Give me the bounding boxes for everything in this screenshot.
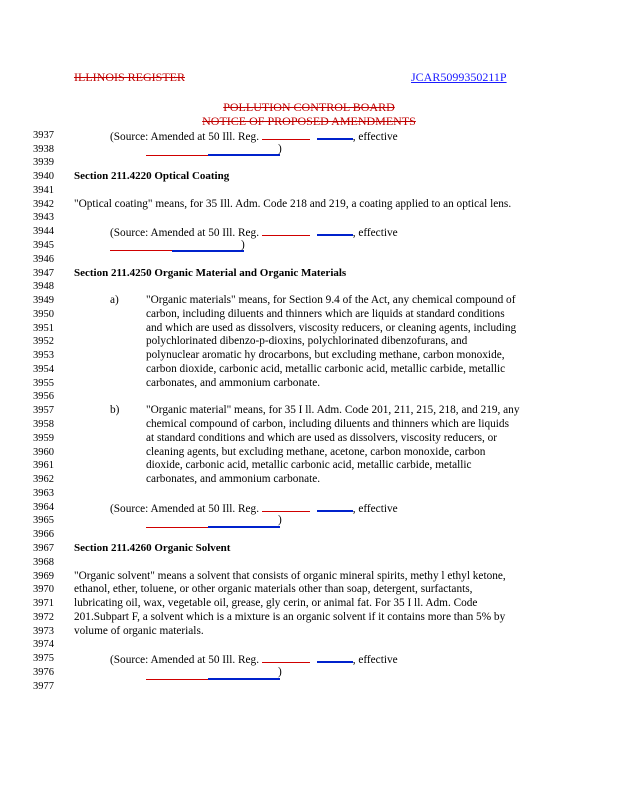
line-number: 3948 bbox=[33, 281, 54, 292]
subsection-label-a: a) bbox=[110, 294, 119, 306]
subsection-b-line: carbonates, and ammonium carbonate. bbox=[146, 473, 321, 485]
section-body-line: "Organic solvent" means a solvent that consists of organic mineral spirits, methy l ethyl ketone, bbox=[74, 570, 506, 582]
line-number: 3952 bbox=[33, 336, 54, 347]
line-number: 3945 bbox=[33, 240, 54, 251]
inserted-date-blank[interactable] bbox=[208, 154, 280, 156]
section-body-line: lubricating oil, wax, vegetable oil, grease, gly cerin, or animal fat. For 35 I ll. Adm. Code bbox=[74, 597, 478, 609]
deleted-volume-blank bbox=[262, 502, 310, 512]
line-number: 3965 bbox=[33, 515, 54, 526]
line-number: 3959 bbox=[33, 433, 54, 444]
section-body-line: volume of organic materials. bbox=[74, 625, 204, 637]
source-close-paren: ) bbox=[241, 239, 245, 251]
board-title: POLLUTION CONTROL BOARD bbox=[223, 100, 395, 114]
line-number: 3938 bbox=[33, 144, 54, 155]
deleted-volume-blank bbox=[262, 130, 310, 140]
subsection-b-line: "Organic material" means, for 35 I ll. Adm. Code 201, 211, 215, 218, and 219, any bbox=[146, 404, 520, 416]
inserted-volume-blank[interactable] bbox=[317, 225, 353, 236]
line-number: 3958 bbox=[33, 419, 54, 430]
source-note-text: (Source: Amended at 50 Ill. Reg. bbox=[110, 227, 260, 239]
source-close-paren: ) bbox=[278, 514, 282, 526]
line-number: 3973 bbox=[33, 626, 54, 637]
subsection-a-line: carbon, including diluents and thinners which are liquids at standard conditions bbox=[146, 308, 505, 320]
line-number: 3974 bbox=[33, 639, 54, 650]
section-body-line: ethanol, ether, toluene, or other organic materials other than soap, detergent, surfactants, bbox=[74, 583, 473, 595]
source-note bbox=[110, 225, 398, 241]
section-heading-4220: Section 211.4220 Optical Coating bbox=[74, 170, 230, 182]
deleted-date-blank bbox=[146, 679, 208, 680]
source-note-text: (Source: Amended at 50 Ill. Reg. bbox=[110, 654, 260, 666]
source-close-paren: ) bbox=[278, 666, 282, 678]
subsection-a-line: polynuclear aromatic hy drocarbons, but excluding methane, carbon monoxide, bbox=[146, 349, 505, 361]
line-number: 3960 bbox=[33, 447, 54, 458]
line-number: 3971 bbox=[33, 598, 54, 609]
subsection-b-line: chemical compound of carbon, including diluents and thinners which are liquids bbox=[146, 418, 509, 430]
line-number: 3957 bbox=[33, 405, 54, 416]
subsection-a-line: carbon dioxide, carbonic acid, metallic carbonic acid, metallic carbide, metallic bbox=[146, 363, 506, 375]
line-number: 3950 bbox=[33, 309, 54, 320]
inserted-volume-blank[interactable] bbox=[317, 501, 353, 512]
register-header: ILLINOIS REGISTER bbox=[74, 70, 185, 84]
line-number: 3946 bbox=[33, 254, 54, 265]
effective-label: , effective bbox=[352, 654, 398, 666]
inserted-volume-blank[interactable] bbox=[317, 129, 353, 140]
source-note bbox=[110, 129, 398, 145]
line-number: 3967 bbox=[33, 543, 54, 554]
section-body-4220: "Optical coating" means, for 35 Ill. Adm. Code 218 and 219, a coating applied to an optical lens. bbox=[74, 198, 512, 210]
subsection-a-line: "Organic materials" means, for Section 9.4 of the Act, any chemical compound of bbox=[146, 294, 516, 306]
document-id-link[interactable]: JCAR5099350211P bbox=[411, 70, 507, 84]
source-note-text: (Source: Amended at 50 Ill. Reg. bbox=[110, 503, 260, 515]
subsection-b-line: at standard conditions and which are used as dissolvers, viscosity reducers, or bbox=[146, 432, 498, 444]
line-number: 3954 bbox=[33, 364, 54, 375]
line-number: 3970 bbox=[33, 584, 54, 595]
line-number: 3964 bbox=[33, 502, 54, 513]
line-number: 3966 bbox=[33, 529, 54, 540]
notice-title: NOTICE OF PROPOSED AMENDMENTS bbox=[202, 114, 416, 128]
line-number: 3962 bbox=[33, 474, 54, 485]
line-number: 3972 bbox=[33, 612, 54, 623]
section-heading-4250: Section 211.4250 Organic Material and Organic Materials bbox=[74, 267, 347, 279]
inserted-date-blank[interactable] bbox=[208, 526, 280, 528]
subsection-label-b: b) bbox=[110, 404, 120, 416]
line-number: 3963 bbox=[33, 488, 54, 499]
line-number: 3949 bbox=[33, 295, 54, 306]
line-number: 3977 bbox=[33, 681, 54, 692]
subsection-a-line: carbonates, and ammonium carbonate. bbox=[146, 377, 321, 389]
deleted-volume-blank bbox=[262, 653, 310, 663]
line-number: 3953 bbox=[33, 350, 54, 361]
subsection-a-line: polychlorinated dibenzo-p-dioxins, polychlorinated dibenzofurans, and bbox=[146, 335, 468, 347]
subsection-a-line: and which are used as dissolvers, viscosity reducers, or cleaning agents, including bbox=[146, 322, 517, 334]
subsection-b-line: cleaning agents, but excluding methane, acetone, carbon monoxide, carbon bbox=[146, 446, 486, 458]
line-number: 3951 bbox=[33, 323, 54, 334]
deleted-date-blank bbox=[146, 527, 208, 528]
line-number: 3937 bbox=[33, 130, 54, 141]
source-close-paren: ) bbox=[278, 143, 282, 155]
source-note bbox=[110, 501, 398, 517]
line-number: 3961 bbox=[33, 460, 54, 471]
deleted-date-blank bbox=[146, 155, 208, 156]
effective-label: , effective bbox=[352, 503, 398, 515]
section-heading-4260: Section 211.4260 Organic Solvent bbox=[74, 542, 231, 554]
line-number: 3943 bbox=[33, 212, 54, 223]
source-note bbox=[110, 652, 398, 668]
line-number: 3940 bbox=[33, 171, 54, 182]
deleted-volume-blank bbox=[262, 226, 310, 236]
deleted-date-blank bbox=[110, 250, 172, 251]
line-number: 3939 bbox=[33, 157, 54, 168]
line-number: 3976 bbox=[33, 667, 54, 678]
line-number: 3956 bbox=[33, 391, 54, 402]
source-note-text: (Source: Amended at 50 Ill. Reg. bbox=[110, 131, 260, 143]
line-number: 3941 bbox=[33, 185, 54, 196]
line-number: 3969 bbox=[33, 571, 54, 582]
line-number: 3955 bbox=[33, 378, 54, 389]
inserted-volume-blank[interactable] bbox=[317, 652, 353, 663]
inserted-date-blank[interactable] bbox=[172, 250, 244, 252]
effective-label: , effective bbox=[352, 227, 398, 239]
line-number: 3947 bbox=[33, 268, 54, 279]
effective-label: , effective bbox=[352, 131, 398, 143]
inserted-date-blank[interactable] bbox=[208, 678, 280, 680]
subsection-b-line: dioxide, carbonic acid, metallic carbonic acid, metallic carbide, metallic bbox=[146, 459, 472, 471]
section-body-line: 201.Subpart F, a solvent which is a mixture is an organic solvent if it contains more than 5% by bbox=[74, 611, 506, 623]
line-number: 3944 bbox=[33, 226, 54, 237]
line-number: 3968 bbox=[33, 557, 54, 568]
line-number: 3975 bbox=[33, 653, 54, 664]
line-number: 3942 bbox=[33, 199, 54, 210]
